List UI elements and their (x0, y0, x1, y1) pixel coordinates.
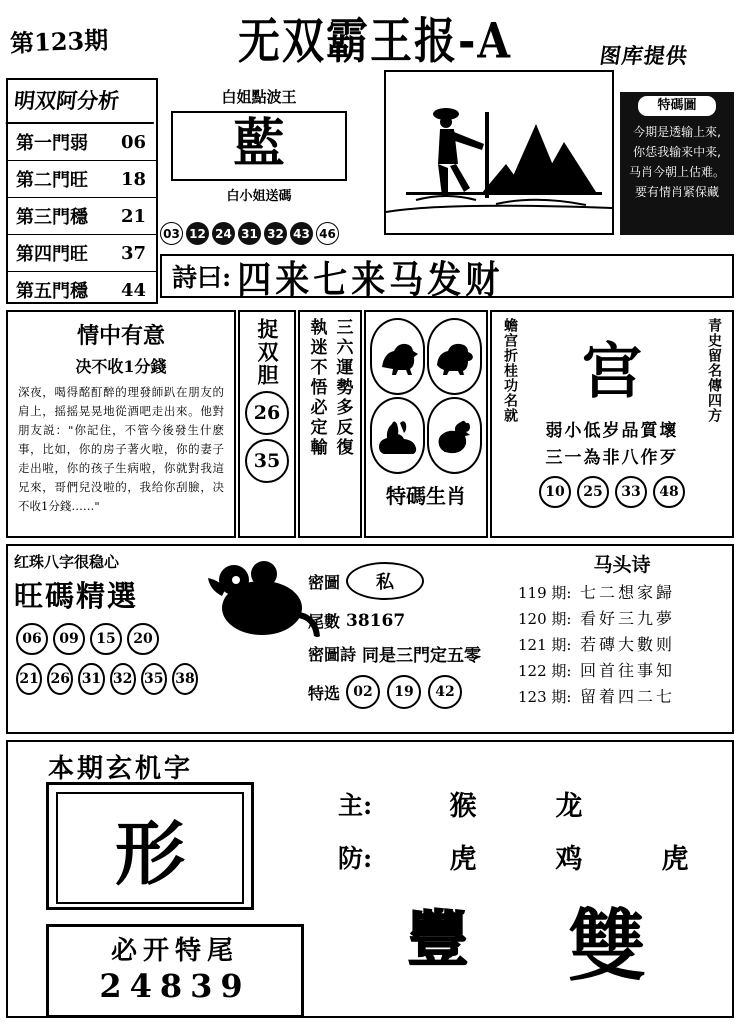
issue-poem: 回首往事知 (580, 661, 676, 680)
picks-label: 主: (338, 790, 373, 820)
provider-label: 图库提供 (598, 43, 690, 68)
row-label: 第五門穩 (16, 281, 88, 302)
poem-bar (160, 254, 734, 302)
poem-bar-inner (162, 256, 732, 302)
special-code-lines (620, 116, 734, 202)
goat-icon (427, 318, 482, 395)
analysis-table (6, 78, 158, 304)
analysis-header: 明双阿分析 (6, 80, 159, 124)
row-value: 06 (120, 131, 146, 153)
mystery-char-box (46, 782, 254, 910)
mountain-hiker-icon (386, 72, 612, 233)
row-four (6, 544, 734, 734)
row-label: 第二門旺 (16, 170, 88, 191)
must-open-tail-numbers: 24839 (99, 967, 251, 1005)
picks-row-main (338, 784, 738, 823)
gong-line-2: 三一為非八作歹 (545, 448, 679, 468)
lottery-ball: 10 (539, 476, 571, 508)
lottery-ball: 12 (186, 222, 209, 245)
story-body: 深夜，喝得酩酊醉的理發師趴在朋友的肩上，摇摇晃晃地從酒吧走出來。他對朋友説："你記住，不管今後發生什麽事，比如，你的房子著火啦，你的妻子走出啦，你的孩子生病啦，你就對我這兄來，哥們兒没啦的，我给你刮臉，决不收1分錢……" (18, 385, 224, 513)
gong-panel (490, 310, 734, 538)
lottery-ball: 32 (110, 663, 136, 695)
double-pick-panel (238, 310, 296, 538)
lottery-ball: 38 (172, 663, 198, 695)
row-label: 第一門弱 (16, 133, 88, 154)
secret-map-label: 密圖 (308, 572, 341, 592)
lottery-ball: 03 (160, 222, 183, 245)
must-open-tail-box (46, 924, 304, 1018)
gong-ball-row (492, 476, 732, 508)
code-line: 要有情肖紧保藏 (634, 185, 719, 199)
vertical-poem-line: 三六運勢多反復 (332, 318, 353, 458)
table-row (508, 603, 736, 629)
lottery-ball: 42 (428, 675, 462, 709)
issue-label: 123 期: (518, 688, 572, 706)
issue-label: 122 期: (518, 662, 572, 680)
table-row (508, 629, 736, 655)
lottery-ball: 15 (90, 623, 122, 655)
pick-item: 鸡 (555, 844, 583, 875)
table-row (508, 681, 736, 707)
lottery-ball: 46 (316, 222, 339, 245)
bo-wang-title: 白姐點波王 (221, 88, 297, 106)
pick-item: 虎 (449, 844, 477, 875)
table-row (508, 655, 736, 681)
lottery-ball: 20 (127, 623, 159, 655)
zodiac-grid (366, 312, 486, 474)
lottery-ball: 43 (290, 222, 313, 245)
picks-label: 防: (338, 843, 373, 873)
te-row (308, 675, 508, 709)
secret-poem-value: 同是三門定五零 (362, 646, 482, 666)
double-pick-ball: 35 (245, 439, 289, 483)
row-value: 21 (120, 205, 146, 227)
lottery-ball: 09 (53, 623, 85, 655)
story-subtitle: 决不收1分錢 (75, 357, 167, 376)
picks-row-defense (338, 837, 738, 876)
secret-map-char: 私 (346, 562, 424, 600)
lottery-ball: 21 (16, 663, 42, 695)
gong-big-char: 宫 (582, 337, 642, 407)
vertical-poem-panel (298, 310, 362, 538)
bo-wang-panel (164, 84, 354, 234)
gong-right-verse: 青史留名傳四方 (706, 318, 722, 423)
rat-icon (204, 550, 324, 658)
hot-numbers-row-2 (8, 655, 198, 695)
lottery-ball: 33 (615, 476, 647, 508)
rooster-icon (427, 397, 482, 474)
lottery-ball: 24 (212, 222, 235, 245)
issue-number: 第123期 (9, 25, 109, 58)
lottery-ball: 25 (577, 476, 609, 508)
special-code-box (620, 92, 734, 235)
tail-row (308, 609, 508, 632)
lottery-ball: 31 (238, 222, 261, 245)
secret-map-row (308, 562, 508, 600)
pick-item: 虎 (661, 844, 689, 875)
te-label: 特选 (308, 683, 341, 703)
hot-numbers-title: 旺碼精選 (14, 579, 139, 613)
bo-wang-char: 藍 (171, 111, 347, 181)
zodiac-caption: 特碼生肖 (386, 484, 466, 508)
issue-label: 119 期: (518, 584, 572, 602)
secret-map-panel (308, 562, 508, 732)
story-panel (6, 310, 236, 538)
table-row (8, 198, 156, 235)
table-row (8, 235, 156, 272)
table-row (8, 272, 156, 308)
shuang-word: 雙 (568, 901, 647, 992)
analysis-rows (8, 124, 156, 304)
gong-line-1: 弱小低岁品質壞 (545, 421, 679, 441)
row-label: 第三門穩 (16, 207, 88, 228)
tail-value: 38167 (346, 610, 406, 631)
issue-label: 120 期: (518, 610, 572, 628)
row-label: 第四門旺 (16, 244, 88, 265)
code-line: 今期是透输上來, (633, 125, 721, 139)
horse-icon (370, 318, 425, 395)
secret-poem-label: 密圖詩 (308, 645, 357, 664)
page-title: 无双霸王报-A (237, 12, 513, 70)
hot-numbers-panel (8, 546, 198, 732)
mystery-char: 形 (56, 792, 244, 904)
code-line: 你恁我输来中来, (633, 145, 721, 159)
picks-panel (338, 784, 738, 890)
lottery-ball: 35 (141, 663, 167, 695)
hot-numbers-row-1 (8, 615, 198, 655)
zodiac-panel (364, 310, 488, 538)
illustration-scene (386, 72, 612, 233)
lottery-ball: 02 (346, 675, 380, 709)
story-title: 情中有意 (76, 323, 165, 349)
pick-item: 猴 (449, 791, 477, 822)
tail-label: 尾數 (308, 612, 341, 631)
mystery-char-title: 本期玄机字 (48, 754, 194, 784)
lottery-ball: 19 (387, 675, 421, 709)
double-pick-title: 捉双胆 (255, 318, 280, 387)
secret-poem-row (308, 641, 508, 666)
row-value: 44 (120, 279, 146, 301)
vertical-poem-columns (300, 312, 360, 542)
gong-left-verse: 蟾宫折桂功名就 (502, 318, 518, 423)
issue-poem: 七二想家歸 (580, 583, 676, 602)
lottery-ball: 32 (264, 222, 287, 245)
row-value: 18 (120, 168, 146, 190)
illustration (384, 70, 614, 235)
issue-poem: 看好三九夢 (580, 609, 676, 628)
rat-illustration (204, 550, 324, 660)
horse-head-poem-panel (508, 546, 736, 732)
double-pick-ball: 26 (245, 391, 289, 435)
issue-label: 121 期: (518, 636, 572, 654)
table-row (8, 124, 156, 161)
bo-wang-subtitle: 白小姐送碼 (226, 189, 292, 204)
must-open-tail-title: 必开特尾 (110, 936, 239, 966)
issue-poem: 若磚大數则 (580, 635, 676, 654)
row-value: 37 (120, 242, 146, 264)
vertical-poem-line: 執迷不悟必定輸 (306, 318, 327, 458)
rabbit-icon (370, 397, 425, 474)
bo-wang-ball-row (160, 222, 360, 245)
hot-numbers-subtitle: 红珠八字很稳心 (14, 553, 120, 571)
lottery-ball: 31 (78, 663, 104, 695)
poem-text: 四来七来马发财 (237, 257, 504, 302)
blob-word: 豐 (408, 905, 472, 975)
pick-item: 龙 (555, 791, 583, 822)
lottery-ball: 48 (653, 476, 685, 508)
special-code-caption: 特碼圖 (638, 96, 716, 116)
lottery-ball: 26 (47, 663, 73, 695)
bottom-panel (6, 740, 734, 1018)
table-row (8, 161, 156, 198)
table-row (508, 577, 736, 603)
poem-lead: 詩曰: (172, 263, 232, 292)
lottery-ball: 06 (16, 623, 48, 655)
code-line: 马肖今朝上估难。 (628, 165, 725, 179)
horse-head-poem-title: 马头诗 (593, 554, 651, 576)
issue-poem: 留着四二七 (580, 687, 676, 706)
